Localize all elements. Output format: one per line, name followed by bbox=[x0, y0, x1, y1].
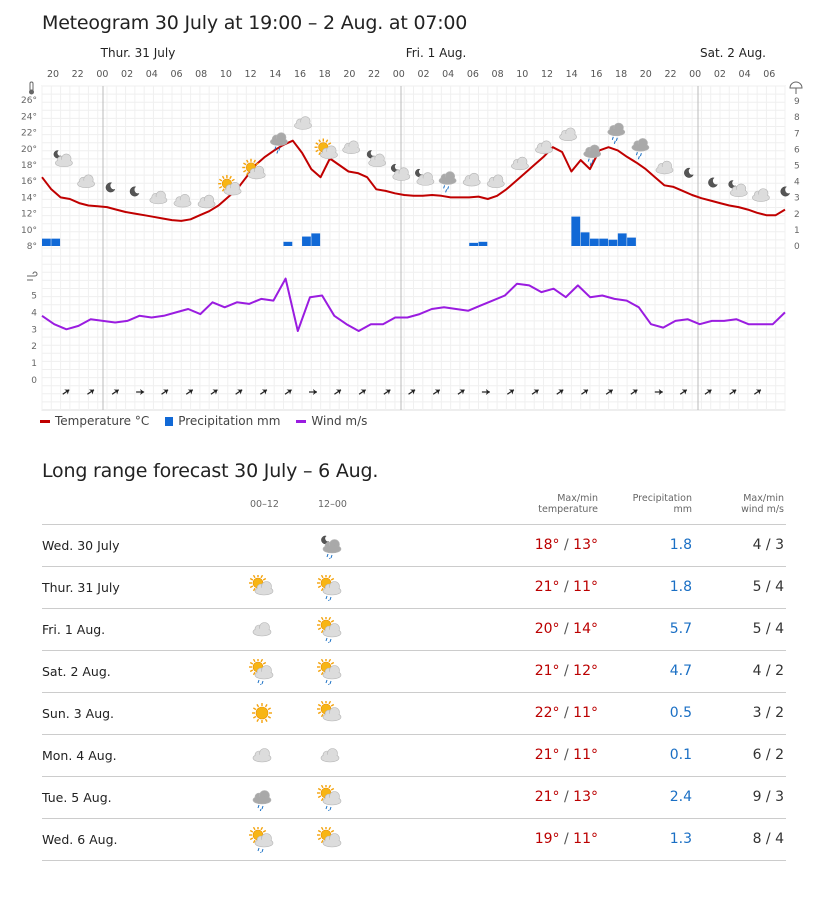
precip-bar bbox=[571, 217, 580, 246]
night-cloud-rain-icon bbox=[316, 533, 344, 559]
sun-cloud-rain-icon bbox=[316, 659, 344, 685]
hour-label: 08 bbox=[195, 69, 208, 80]
sun-cloud-rain-icon bbox=[248, 827, 276, 853]
temp-separator: / bbox=[559, 579, 574, 595]
wind-tick-label: 0 bbox=[31, 376, 37, 386]
cloud-icon bbox=[248, 617, 276, 643]
forecast-temperature bbox=[535, 831, 598, 847]
forecast-row bbox=[42, 567, 786, 609]
hour-label: 06 bbox=[763, 69, 776, 80]
hour-label: 02 bbox=[417, 69, 430, 80]
forecast-row bbox=[42, 609, 786, 651]
header-temp-2: temperature bbox=[538, 504, 598, 515]
max-temp: 20° bbox=[534, 621, 560, 637]
min-temp: 13° bbox=[573, 537, 598, 553]
min-temp: 11° bbox=[573, 747, 598, 763]
header-temp-1: Max/min bbox=[557, 493, 598, 504]
header-prec-1: Precipitation bbox=[632, 493, 692, 504]
hour-label: 22 bbox=[368, 69, 381, 80]
hour-label: 18 bbox=[615, 69, 628, 80]
forecast-row bbox=[42, 693, 786, 735]
legend-temperature-label: Temperature °C bbox=[55, 414, 150, 428]
hour-label: 20 bbox=[343, 69, 356, 80]
hour-label: 14 bbox=[269, 69, 282, 80]
precipitation-swatch bbox=[165, 417, 173, 426]
precip-bar bbox=[590, 239, 599, 246]
forecast-temperature bbox=[535, 705, 598, 721]
temp-tick-label: 20° bbox=[21, 144, 37, 155]
precip-bar bbox=[618, 233, 627, 246]
wind-tick-label: 2 bbox=[31, 342, 37, 353]
moon-icon bbox=[781, 187, 790, 197]
legend-precipitation bbox=[165, 414, 280, 428]
forecast-precipitation: 4.7 bbox=[669, 663, 692, 679]
precip-tick-label: 9 bbox=[794, 97, 800, 108]
umbrella-icon bbox=[790, 82, 802, 94]
forecast-precipitation: 2.4 bbox=[669, 789, 692, 805]
forecast-row bbox=[42, 525, 786, 567]
forecast-day: Sun. 3 Aug. bbox=[42, 706, 115, 721]
temp-tick-label: 22° bbox=[21, 128, 37, 139]
temperature-swatch bbox=[40, 420, 50, 423]
precip-tick-label: 3 bbox=[794, 193, 800, 204]
min-temp: 14° bbox=[573, 621, 598, 637]
forecast-day: Fri. 1 Aug. bbox=[42, 622, 106, 637]
min-temp: 11° bbox=[573, 831, 598, 847]
forecast-precipitation: 1.8 bbox=[669, 537, 692, 553]
forecast-wind: 4 / 2 bbox=[752, 663, 784, 679]
min-temp: 13° bbox=[573, 789, 598, 805]
day-label: Sat. 2 Aug. bbox=[700, 46, 766, 60]
forecast-row bbox=[42, 777, 786, 819]
long-range-title: Long range forecast 30 July – 6 Aug. bbox=[42, 460, 379, 482]
max-temp: 19° bbox=[534, 831, 560, 847]
temp-tick-label: 14° bbox=[21, 193, 37, 204]
temp-separator: / bbox=[559, 789, 574, 805]
sun-icon bbox=[248, 701, 276, 727]
hour-label: 02 bbox=[713, 69, 726, 80]
forecast-day: Sat. 2 Aug. bbox=[42, 664, 111, 679]
sun-cloud-icon bbox=[248, 575, 276, 601]
forecast-precipitation: 0.5 bbox=[669, 705, 692, 721]
hour-label: 10 bbox=[219, 69, 232, 80]
forecast-day: Mon. 4 Aug. bbox=[42, 748, 117, 763]
forecast-precipitation: 1.3 bbox=[669, 831, 692, 847]
chart-grid bbox=[42, 86, 785, 410]
forecast-temperature bbox=[535, 579, 598, 595]
legend-temperature bbox=[40, 414, 149, 428]
precip-bar bbox=[609, 240, 618, 246]
day-label: Fri. 1 Aug. bbox=[405, 46, 467, 60]
hour-label: 04 bbox=[145, 69, 158, 80]
cloud-rain-icon bbox=[248, 785, 276, 811]
header-am: 00–12 bbox=[250, 499, 279, 510]
hour-label: 04 bbox=[442, 69, 455, 80]
forecast-precipitation: 5.7 bbox=[669, 621, 692, 637]
forecast-temperature bbox=[535, 747, 598, 763]
hour-label: 18 bbox=[318, 69, 331, 80]
hour-label: 06 bbox=[466, 69, 479, 80]
precip-bar bbox=[599, 239, 608, 246]
hour-label: 06 bbox=[170, 69, 183, 80]
precip-bar bbox=[469, 243, 478, 246]
hour-label: 12 bbox=[244, 69, 257, 80]
meteogram-chart bbox=[0, 40, 827, 412]
precip-tick-label: 0 bbox=[794, 242, 800, 252]
hour-label: 16 bbox=[590, 69, 603, 80]
legend-wind-label: Wind m/s bbox=[311, 414, 368, 428]
day-label: Thur. 31 July bbox=[100, 46, 176, 60]
hour-label: 04 bbox=[738, 69, 751, 80]
cloud-icon bbox=[316, 743, 344, 769]
forecast-wind: 4 / 3 bbox=[752, 537, 784, 553]
sun-cloud-rain-icon bbox=[316, 575, 344, 601]
forecast-row bbox=[42, 735, 786, 777]
forecast-row bbox=[42, 651, 786, 693]
forecast-wind: 3 / 2 bbox=[752, 705, 784, 721]
forecast-wind: 6 / 2 bbox=[752, 747, 784, 763]
precip-tick-label: 7 bbox=[794, 129, 800, 140]
hour-label: 12 bbox=[540, 69, 554, 80]
hour-label: 16 bbox=[293, 69, 307, 80]
temp-separator: / bbox=[559, 831, 574, 847]
precip-bar bbox=[302, 237, 311, 246]
hour-label: 00 bbox=[689, 69, 702, 80]
forecast-day: Wed. 30 July bbox=[42, 538, 120, 553]
thermometer-icon bbox=[29, 82, 34, 95]
max-temp: 21° bbox=[534, 579, 560, 595]
temp-separator: / bbox=[559, 663, 574, 679]
temp-tick-label: 18° bbox=[21, 161, 37, 171]
forecast-day: Tue. 5 Aug. bbox=[42, 790, 112, 805]
precip-tick-label: 2 bbox=[794, 209, 800, 220]
wind-tick-label: 3 bbox=[31, 325, 37, 336]
forecast-wind: 9 / 3 bbox=[752, 789, 784, 805]
temp-separator: / bbox=[559, 705, 574, 721]
wind-tick-label: 5 bbox=[31, 291, 37, 302]
hour-label: 20 bbox=[639, 69, 652, 80]
max-temp: 21° bbox=[534, 789, 560, 805]
hour-label: 08 bbox=[491, 69, 504, 80]
sun-cloud-rain-icon bbox=[316, 785, 344, 811]
temp-tick-label: 8° bbox=[26, 242, 37, 252]
long-range-rows bbox=[42, 525, 786, 861]
forecast-wind: 5 / 4 bbox=[752, 621, 784, 637]
precip-bar bbox=[51, 239, 60, 246]
forecast-wind: 8 / 4 bbox=[752, 831, 784, 847]
legend-precipitation-label: Precipitation mm bbox=[178, 414, 281, 428]
temp-separator: / bbox=[559, 621, 574, 637]
min-temp: 12° bbox=[573, 663, 598, 679]
max-temp: 22° bbox=[534, 705, 560, 721]
long-range-table bbox=[42, 490, 786, 861]
sun-cloud-rain-icon bbox=[248, 659, 276, 685]
max-temp: 18° bbox=[534, 537, 560, 553]
header-pm: 12–00 bbox=[318, 499, 347, 510]
hour-label: 14 bbox=[565, 69, 578, 80]
forecast-wind: 5 / 4 bbox=[752, 579, 784, 595]
max-temp: 21° bbox=[534, 663, 560, 679]
wind-tick-label: 1 bbox=[31, 359, 37, 370]
min-temp: 11° bbox=[573, 705, 598, 721]
sun-cloud-rain-icon bbox=[316, 617, 344, 643]
legend-wind bbox=[296, 414, 367, 428]
sun-cloud-icon bbox=[316, 701, 344, 727]
forecast-row bbox=[42, 819, 786, 861]
precip-tick-label: 6 bbox=[794, 145, 800, 156]
forecast-temperature bbox=[535, 663, 598, 679]
temp-tick-label: 12° bbox=[21, 209, 37, 220]
precip-bar bbox=[42, 239, 51, 246]
header-wind-2: wind m/s bbox=[741, 504, 784, 515]
forecast-day: Wed. 6 Aug. bbox=[42, 832, 118, 847]
wind-icon bbox=[27, 272, 37, 280]
forecast-temperature bbox=[535, 621, 598, 637]
precip-tick-label: 4 bbox=[794, 177, 800, 188]
hour-labels bbox=[47, 69, 775, 80]
hour-label: 02 bbox=[121, 69, 134, 80]
hour-label: 00 bbox=[96, 69, 109, 80]
temp-separator: / bbox=[559, 537, 574, 553]
precip-tick-label: 8 bbox=[794, 113, 800, 124]
hour-label: 10 bbox=[516, 69, 529, 80]
meteogram-title: Meteogram 30 July at 19:00 – 2 Aug. at 07:00 bbox=[42, 12, 468, 34]
hour-label: 22 bbox=[664, 69, 677, 80]
long-range-header bbox=[42, 490, 786, 525]
precip-bar bbox=[283, 242, 292, 246]
forecast-temperature bbox=[535, 537, 598, 553]
precip-tick-label: 5 bbox=[794, 161, 800, 172]
wind-swatch bbox=[296, 420, 306, 423]
wind-tick-label: 4 bbox=[31, 308, 37, 319]
temp-separator: / bbox=[559, 747, 574, 763]
cloud-icon bbox=[248, 743, 276, 769]
precip-bar bbox=[479, 242, 488, 246]
forecast-temperature bbox=[535, 789, 598, 805]
max-temp: 21° bbox=[534, 747, 560, 763]
precip-bar bbox=[627, 238, 636, 246]
temp-tick-label: 16° bbox=[21, 177, 37, 188]
precip-bar bbox=[311, 233, 320, 246]
precip-tick-label: 1 bbox=[794, 225, 800, 236]
chart-legend bbox=[40, 414, 367, 428]
min-temp: 11° bbox=[573, 579, 598, 595]
header-prec-2: mm bbox=[673, 504, 692, 515]
forecast-day: Thur. 31 July bbox=[42, 580, 120, 595]
temp-tick-label: 26° bbox=[21, 96, 37, 107]
forecast-precipitation: 1.8 bbox=[669, 579, 692, 595]
temp-tick-label: 10° bbox=[21, 225, 37, 236]
temp-tick-label: 24° bbox=[21, 112, 37, 123]
hour-label: 20 bbox=[46, 69, 60, 80]
precip-bar bbox=[581, 232, 590, 246]
header-wind-1: Max/min bbox=[743, 493, 784, 504]
hour-label: 00 bbox=[392, 69, 405, 80]
forecast-precipitation: 0.1 bbox=[669, 747, 692, 763]
sun-cloud-icon bbox=[316, 827, 344, 853]
hour-label: 22 bbox=[71, 69, 84, 80]
